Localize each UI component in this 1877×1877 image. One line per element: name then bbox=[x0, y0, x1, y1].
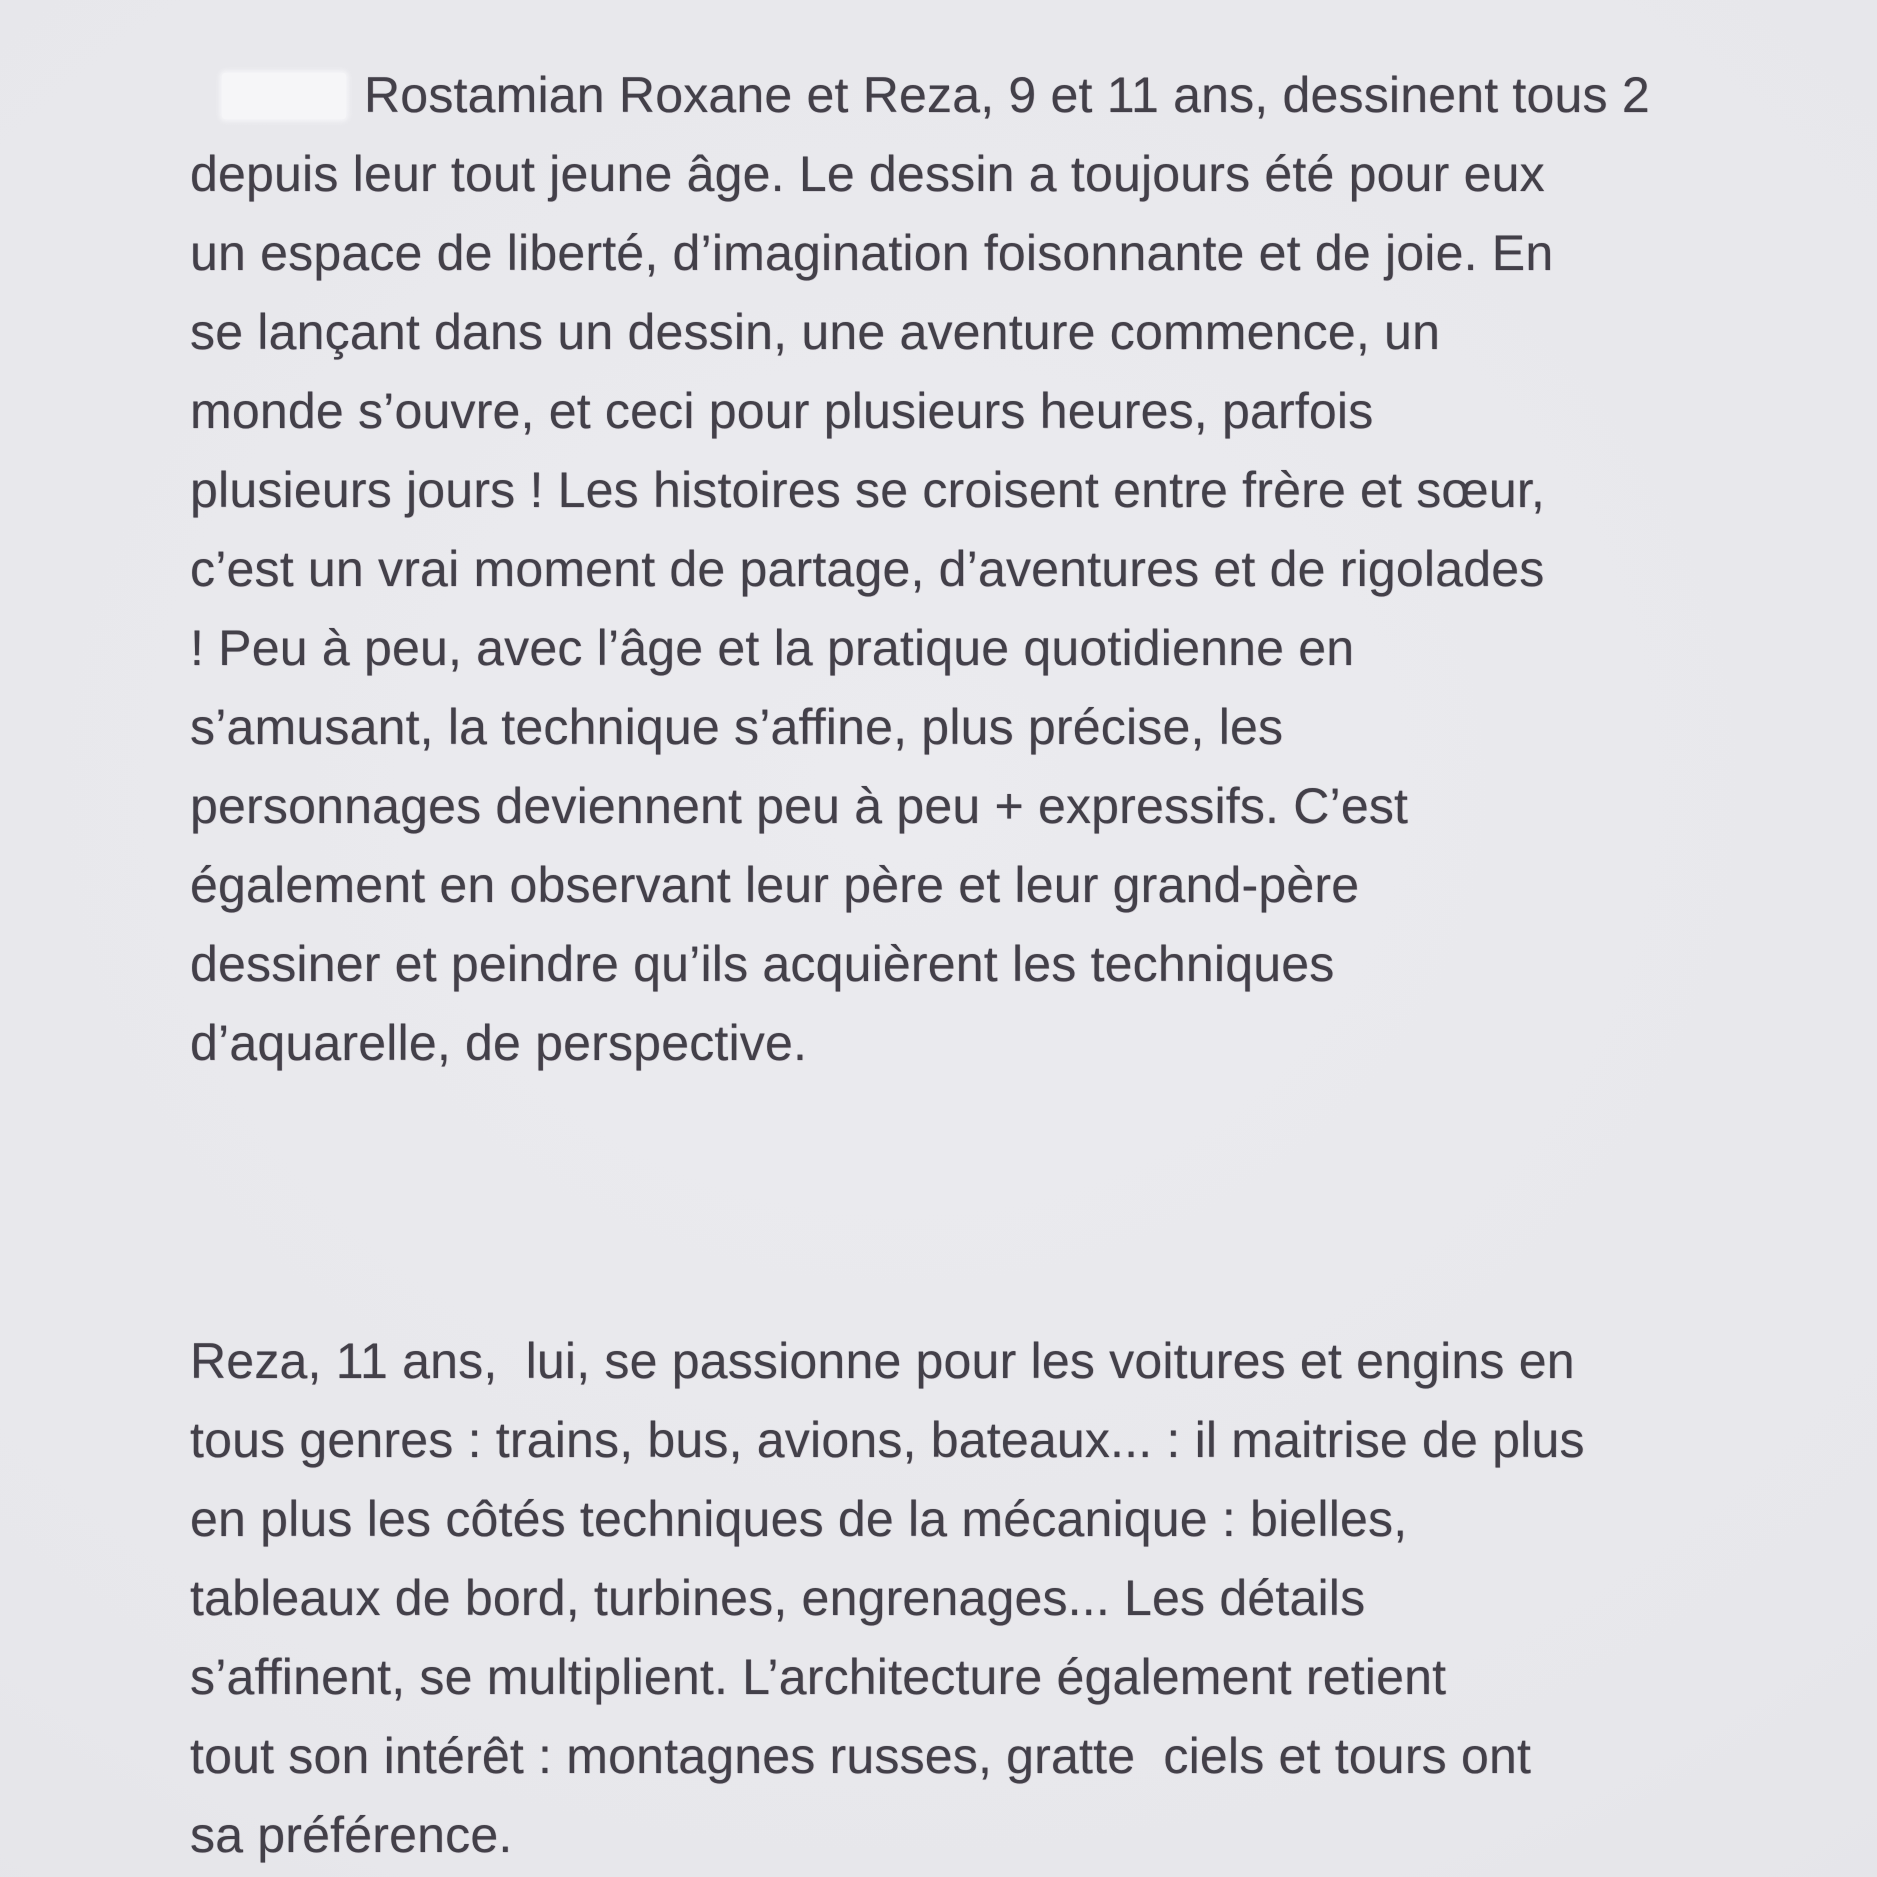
text-line: tous genres : trains, bus, avions, bateaux... : il maitrise de plus bbox=[190, 1412, 1585, 1468]
text-line: dessiner et peindre qu’ils acquièrent les techniques bbox=[190, 936, 1335, 992]
text-line: également en observant leur père et leur grand-père bbox=[190, 857, 1360, 913]
text-line: ! Peu à peu, avec l’âge et la pratique quotidienne en bbox=[190, 620, 1355, 676]
text-line: s’affinent, se multiplient. L’architecture également retient bbox=[190, 1649, 1447, 1705]
text-line: c’est un vrai moment de partage, d’aventures et de rigolades bbox=[190, 541, 1545, 597]
text-line: Reza, 11 ans, lui, se passionne pour les voitures et engins en bbox=[190, 1333, 1575, 1389]
text-line: sa préférence. bbox=[190, 1807, 513, 1863]
text-line: depuis leur tout jeune âge. Le dessin a toujours été pour eux bbox=[190, 146, 1545, 202]
text-line: tableaux de bord, turbines, engrenages... Les détails bbox=[190, 1570, 1366, 1626]
text-line: personnages deviennent peu à peu + expressifs. C’est bbox=[190, 778, 1409, 834]
text-line: un espace de liberté, d’imagination foisonnante et de joie. En bbox=[190, 225, 1554, 281]
text-line: s’amusant, la technique s’affine, plus précise, les bbox=[190, 699, 1284, 755]
text-line-content: Rostamian Roxane et Reza, 9 et 11 ans, dessinent tous 2 bbox=[364, 67, 1650, 123]
whiteout-redaction bbox=[222, 73, 346, 119]
text-line: tout son intérêt : montagnes russes, gratte ciels et tours ont bbox=[190, 1728, 1532, 1784]
text-line: monde s’ouvre, et ceci pour plusieurs heures, parfois bbox=[190, 383, 1374, 439]
text-line: d’aquarelle, de perspective. bbox=[190, 1015, 808, 1071]
paragraph-2 bbox=[190, 1322, 1585, 1875]
text-line bbox=[190, 56, 1650, 135]
text-line: en plus les côtés techniques de la mécanique : bielles, bbox=[190, 1491, 1408, 1547]
text-line: plusieurs jours ! Les histoires se croisent entre frère et sœur, bbox=[190, 462, 1546, 518]
paragraph-1 bbox=[190, 56, 1650, 1083]
text-line: se lançant dans un dessin, une aventure commence, un bbox=[190, 304, 1441, 360]
